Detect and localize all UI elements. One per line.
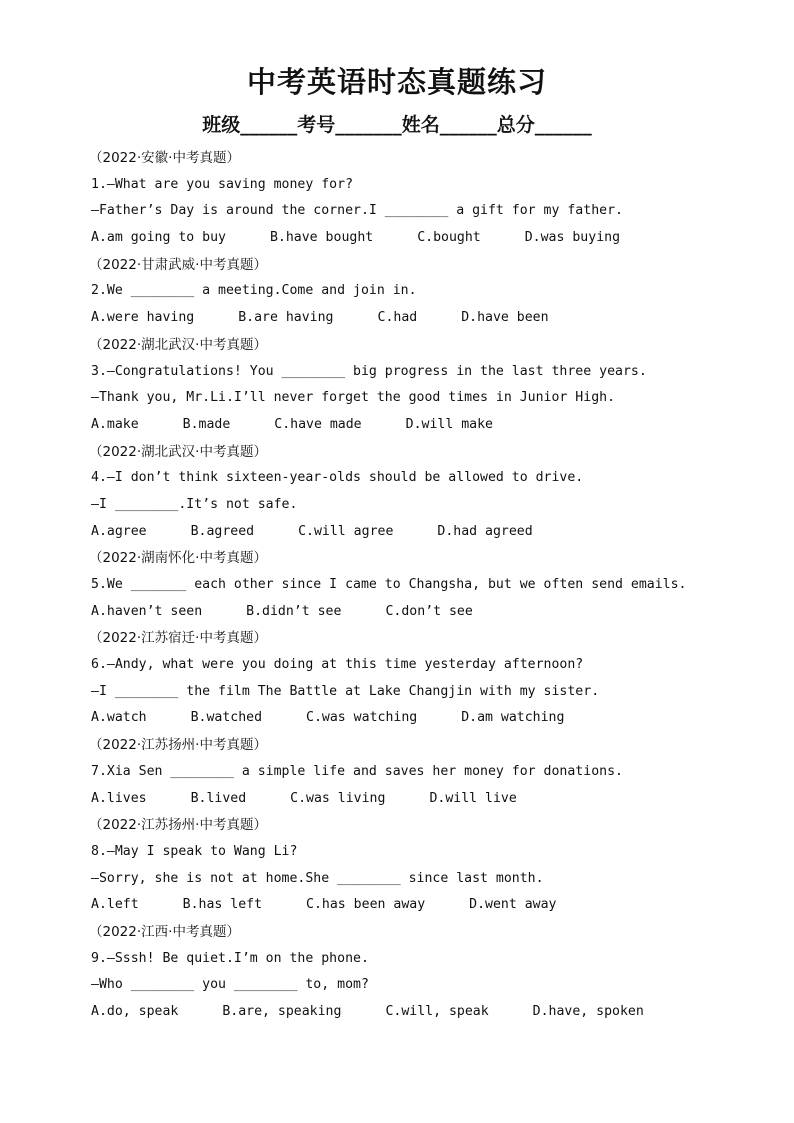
answer-options <box>91 999 781 1026</box>
answer-option: C.bought <box>417 230 481 246</box>
question-text: —Who ________ you ________ to, mom? <box>91 977 369 993</box>
question-text: —I ________ the film The Battle at Lake Changjin with my sister. <box>91 683 600 699</box>
answer-option: A.am going to buy <box>91 230 226 246</box>
answer-option: A.do, speak <box>91 1004 179 1019</box>
question-text: 1.—What are you saving money for? <box>91 176 354 192</box>
answer-option: C.have made <box>274 416 362 432</box>
answer-option: D.went away <box>469 897 557 913</box>
answer-option: C.was living <box>290 790 386 806</box>
answer-option: B.made <box>182 416 231 432</box>
answer-option: B.are, speaking <box>222 1004 342 1019</box>
answer-option: D.was buying <box>524 230 621 246</box>
answer-option: B.didn’t see <box>246 603 342 619</box>
answer-options <box>91 705 781 732</box>
student-info-line: 班级______考号_______姓名______总分______ <box>202 114 592 136</box>
answer-option: C.will agree <box>298 523 394 539</box>
question-text: 7.Xia Sen ________ a simple life and saves her money for donations. <box>91 763 623 779</box>
answer-option: A.haven’t seen <box>91 603 203 619</box>
answer-option: C.had <box>377 310 418 326</box>
question-source: （2022·江苏宿迁·中考真题） <box>89 630 267 647</box>
answer-option: B.have bought <box>269 230 374 246</box>
answer-options <box>91 599 781 626</box>
answer-options <box>91 892 781 919</box>
question-list <box>91 145 781 1026</box>
answer-option: B.lived <box>190 790 247 806</box>
question-source: （2022·安徽·中考真题） <box>89 150 240 166</box>
answer-options <box>91 519 781 546</box>
answer-option: D.am watching <box>461 710 565 726</box>
answer-option: D.have, spoken <box>532 1004 644 1019</box>
answer-option: B.has left <box>182 897 263 913</box>
answer-option: C.will, speak <box>385 1004 489 1019</box>
answer-option: A.make <box>91 416 139 432</box>
question-text: 8.—May I speak to Wang Li? <box>91 843 298 859</box>
answer-option: D.have been <box>461 310 549 326</box>
question-text: —I ________.It’s not safe. <box>91 496 298 512</box>
answer-options <box>91 786 781 813</box>
answer-option: C.don’t see <box>385 603 473 619</box>
answer-option: D.will live <box>429 790 517 806</box>
question-source: （2022·江苏扬州·中考真题） <box>89 737 267 754</box>
answer-option: A.watch <box>91 710 147 726</box>
answer-options <box>91 305 781 332</box>
question-source: （2022·江苏扬州·中考真题） <box>89 817 267 834</box>
question-source: （2022·湖北武汉·中考真题） <box>89 443 267 460</box>
question-source: （2022·江西·中考真题） <box>89 923 240 940</box>
answer-option: B.agreed <box>190 523 255 539</box>
question-text: 2.We ________ a meeting.Come and join in. <box>91 283 417 299</box>
question-text: 4.—I don’t think sixteen-year-olds should be allowed to drive. <box>91 470 584 486</box>
question-text: 6.—Andy, what were you doing at this time yesterday afternoon? <box>91 657 584 673</box>
answer-option: D.will make <box>405 416 493 432</box>
question-source: （2022·湖南怀化·中考真题） <box>89 550 267 567</box>
question-text: 3.—Congratulations! You ________ big progress in the last three years. <box>91 363 647 379</box>
answer-options <box>91 412 781 439</box>
question-source: （2022·甘肃武威·中考真题） <box>89 256 267 273</box>
answer-option: C.has been away <box>306 897 426 913</box>
question-text: —Father’s Day is around the corner.I ________ a gift for my father. <box>91 203 623 219</box>
question-text: 5.We _______ each other since I came to Changsha, but we often send emails. <box>91 577 687 592</box>
page-title: 中考英语时态真题练习 <box>246 65 547 99</box>
answer-option: C.was watching <box>306 710 418 726</box>
answer-option: A.were having <box>91 310 195 326</box>
answer-option: B.watched <box>190 710 263 726</box>
answer-option: B.are having <box>238 310 334 326</box>
answer-option: A.lives <box>91 790 147 806</box>
answer-option: A.left <box>91 897 139 913</box>
answer-options <box>91 225 781 252</box>
question-text: 9.—Sssh! Be quiet.I’m on the phone. <box>91 950 369 966</box>
question-text: —Thank you, Mr.Li.I’ll never forget the good times in Junior High. <box>91 390 616 406</box>
answer-option: A.agree <box>91 523 147 539</box>
answer-option: D.had agreed <box>437 523 533 539</box>
question-text: —Sorry, she is not at home.She ________ since last month. <box>91 870 544 886</box>
question-source: （2022·湖北武汉·中考真题） <box>89 336 267 353</box>
